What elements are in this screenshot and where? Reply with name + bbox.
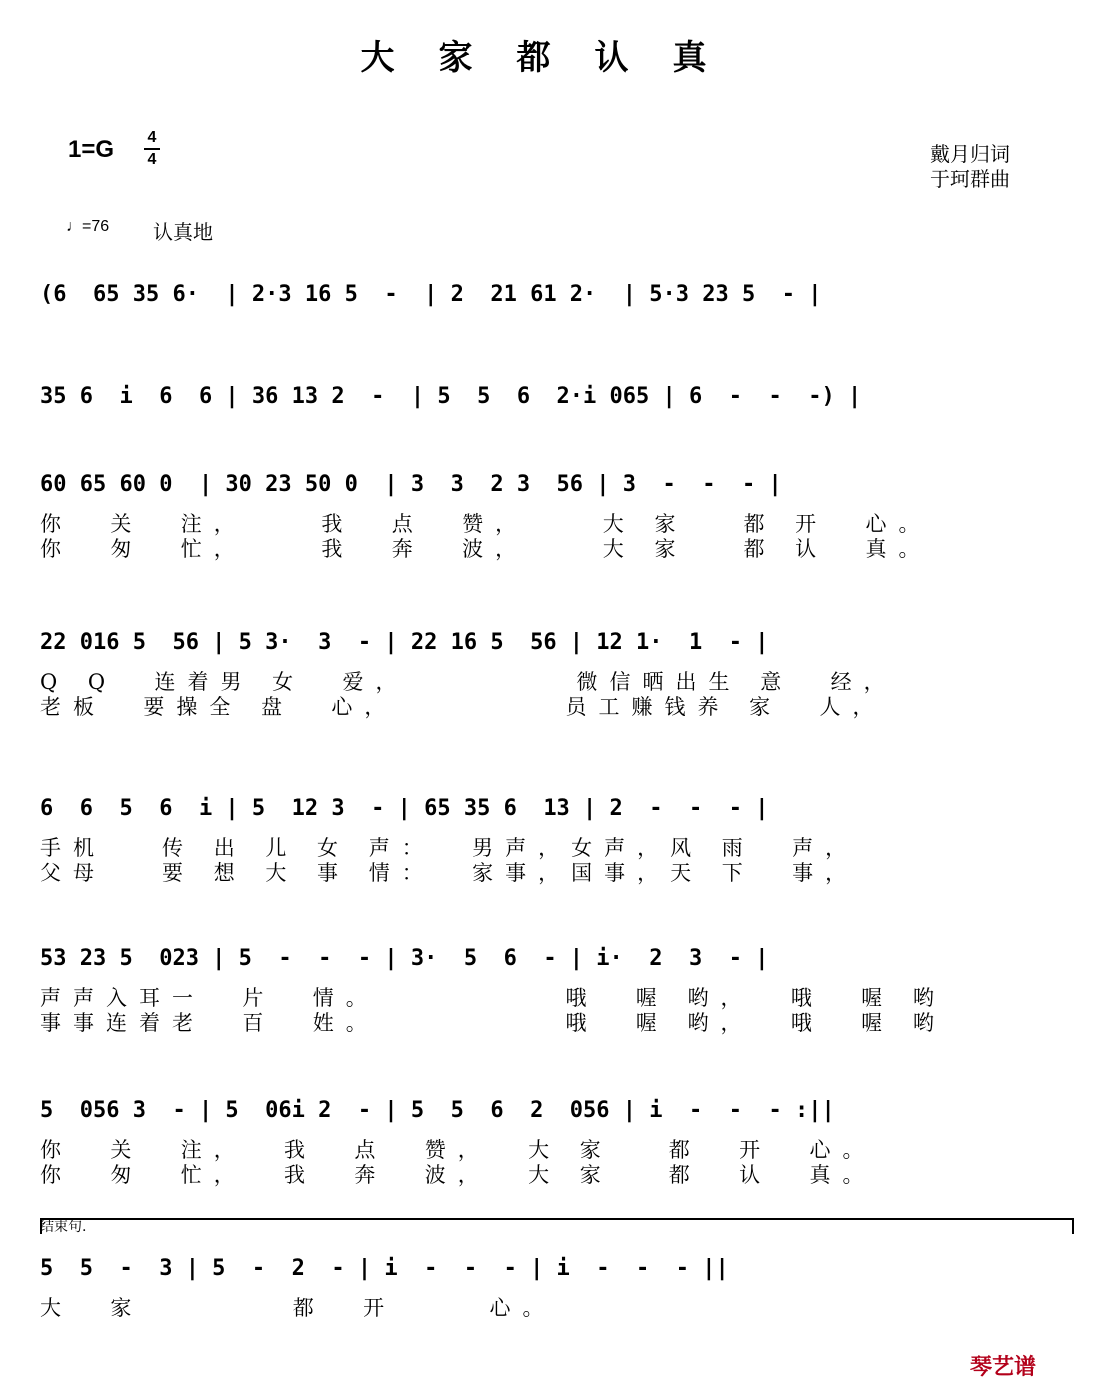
score-row-4	[40, 630, 1080, 720]
notes-row-8: 5 5 - 3 | 5 - 2 - | i - - - | i - - - ||	[40, 1256, 729, 1281]
lyrics-row-5-verse-1: 手机 传 出 儿 女 声： 男声，女声，风 雨 声，	[40, 836, 859, 860]
tempo-marking: ♩=76	[66, 218, 110, 235]
notes-row-4: 22 016 5 56 | 5 3· 3 - | 22 16 5 56 | 12 1· 1 - |	[40, 630, 769, 655]
lyrics-row-5-verse-2: 父母 要 想 大 事 情： 家事，国事，天 下 事，	[40, 861, 859, 885]
time-sig-bar	[144, 148, 160, 150]
score-row-6	[40, 946, 1080, 1036]
score-row-2	[40, 384, 1080, 424]
lyrics-row-6-verse-2: 事事连着老 百 姓。 哦 喔 哟， 哦 喔 哟	[40, 1011, 946, 1035]
mood-marking: 认真地	[153, 222, 213, 244]
lyrics-row-4-verse-2: 老板 要操全 盘 心， 员工赚钱养 家 人，	[40, 695, 886, 719]
time-sig-top: 4	[147, 129, 157, 146]
notes-row-3: 60 65 60 0 | 30 23 50 0 | 3 3 2 3 56 | 3 - - - |	[40, 472, 782, 497]
notes-row-7: 5 056 3 - | 5 06i 2 - | 5 5 6 2 056 | i - - - :||	[40, 1098, 835, 1123]
composer: 于珂群曲	[930, 167, 1010, 191]
lyrics-row-7-verse-2: 你 匆 忙， 我 奔 波， 大 家 都 认 真。	[40, 1163, 876, 1187]
lyrics-row-3-verse-1: 你 关 注， 我 点 赞， 大 家 都 开 心。	[40, 512, 932, 536]
credits	[930, 142, 1010, 192]
lyrics-row-4-verse-1: Q Q 连着男 女 爱， 微信晒出生 意 经，	[40, 670, 897, 694]
notes-row-5: 6 6 5 6 i | 5 12 3 - | 65 35 6 13 | 2 - - - |	[40, 796, 769, 821]
key-signature: 1=G	[68, 136, 115, 163]
score-row-8	[40, 1256, 1080, 1321]
notes-row-6: 53 23 5 023 | 5 - - - | 3· 5 6 - | i· 2 3 - |	[40, 946, 769, 971]
lyrics-row-8-verse-1: 大 家 都 开 心。	[40, 1296, 556, 1320]
lyrics-row-6-verse-1: 声声入耳一 片 情。 哦 喔 哟， 哦 喔 哟	[40, 986, 946, 1010]
score-row-7	[40, 1098, 1080, 1188]
lyrics-row-7-verse-1: 你 关 注， 我 点 赞， 大 家 都 开 心。	[40, 1138, 876, 1162]
score-row-5	[40, 796, 1080, 886]
ending-label: 结束句.	[40, 1219, 87, 1235]
time-signature	[144, 130, 160, 168]
score-row-3	[40, 472, 1080, 562]
site-logo: 琴艺谱	[970, 1354, 1037, 1379]
time-sig-bottom: 4	[147, 151, 157, 168]
notes-row-1: (6 65 35 6· | 2·3 16 5 - | 2 21 61 2· | 5·3 23 5 - |	[40, 282, 822, 307]
score-row-1	[40, 282, 1080, 322]
notes-row-2: 35 6 i 6 6 | 36 13 2 - | 5 5 6 2·i 065 | 6 - - -) |	[40, 384, 862, 409]
lyrics-row-3-verse-2: 你 匆 忙， 我 奔 波， 大 家 都 认 真。	[40, 537, 932, 561]
song-title: 大家都认真	[360, 38, 751, 78]
ending-bracket	[40, 1218, 1074, 1234]
lyricist: 戴月归词	[930, 142, 1010, 166]
